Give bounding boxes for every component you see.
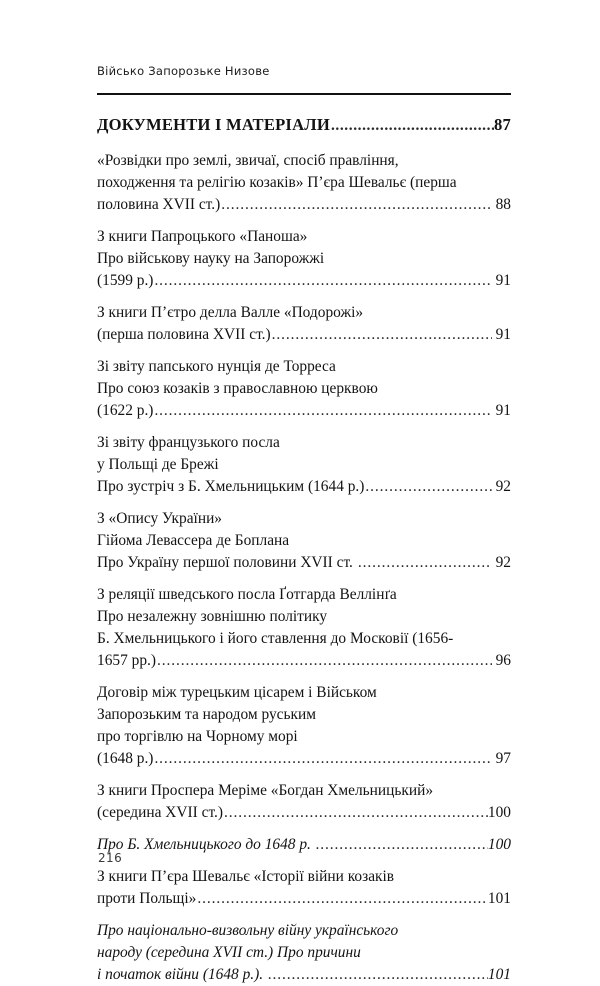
toc-entry-line bbox=[97, 530, 511, 552]
dot-leader bbox=[221, 194, 491, 216]
toc-entry-text: З книги Проспера Меріме «Богдан Хмельницький» bbox=[97, 782, 434, 799]
toc-entry-line bbox=[97, 248, 511, 270]
toc-entry-line-with-leader bbox=[97, 650, 511, 672]
toc-entry-line-with-leader bbox=[97, 748, 511, 770]
toc-entry-text: народу (середина XVII ст.) Про причини bbox=[97, 944, 361, 961]
toc-entry-line-with-leader bbox=[97, 888, 511, 910]
dot-leader bbox=[224, 802, 488, 824]
toc-page-number: 96 bbox=[495, 652, 511, 669]
toc-entry-line bbox=[97, 866, 511, 888]
toc-entry-line bbox=[97, 172, 511, 194]
toc-entry-line-with-leader bbox=[97, 270, 511, 292]
toc-entry-line bbox=[97, 682, 511, 704]
toc-entry-text: Про Б. Хмельницького до 1648 р. bbox=[97, 836, 311, 853]
toc-entry-line bbox=[97, 150, 511, 172]
toc-entry-text: (1622 р.) bbox=[97, 402, 154, 419]
dot-leader bbox=[316, 834, 488, 856]
toc-entry-line-with-leader bbox=[97, 400, 511, 422]
dot-leader bbox=[358, 552, 492, 574]
toc-entry-line bbox=[97, 584, 511, 606]
toc-entry-line bbox=[97, 508, 511, 530]
toc-entry-text: Зі звіту французького посла bbox=[97, 434, 280, 451]
toc-entry-line-with-leader bbox=[97, 476, 511, 498]
toc-entry-text: походження та релігію козаків» П’єра Шевальє (перша bbox=[97, 174, 457, 191]
toc-entry[interactable] bbox=[97, 226, 511, 292]
toc-entry-line-with-leader bbox=[97, 552, 511, 574]
toc-entry[interactable] bbox=[97, 834, 511, 856]
toc-entry-line-with-leader bbox=[97, 802, 511, 824]
toc-entry-line bbox=[97, 356, 511, 378]
toc-entry-line bbox=[97, 704, 511, 726]
dot-leader bbox=[272, 324, 492, 346]
toc-entry-line bbox=[97, 920, 511, 942]
dot-leader bbox=[157, 650, 492, 672]
toc-entry-line-with-leader bbox=[97, 324, 511, 346]
toc-page-number: 101 bbox=[487, 890, 511, 907]
toc-entry-line-with-leader bbox=[97, 964, 511, 986]
toc-entry-line bbox=[97, 432, 511, 454]
toc-entry-text: проти Польщі» bbox=[97, 890, 197, 907]
toc-entry-line bbox=[97, 606, 511, 628]
toc-page-number: 101 bbox=[487, 966, 511, 983]
toc-entry-text: З реляції шведського посла Ґотгарда Веллінґа bbox=[97, 586, 397, 603]
toc-entry-text: (перша половина XVII ст.) bbox=[97, 326, 271, 343]
toc-page-number: 91 bbox=[495, 272, 511, 289]
toc-entry-text: Б. Хмельницького і його ставлення до Московії (1656- bbox=[97, 630, 454, 647]
toc-entry-line bbox=[97, 378, 511, 400]
toc-entry-line bbox=[97, 942, 511, 964]
toc-entry-text: (1648 р.) bbox=[97, 750, 154, 767]
toc-entry-text: Гійома Левассера де Боплана bbox=[97, 532, 290, 549]
running-header-title: Військо Запорозьке Низове bbox=[97, 64, 270, 78]
header-divider-rule bbox=[97, 93, 511, 95]
toc-entry-text: «Розвідки про землі, звичаї, спосіб правління, bbox=[97, 152, 399, 169]
dot-leader bbox=[268, 964, 488, 986]
toc-entry-text: (середина XVII ст.) bbox=[97, 804, 223, 821]
toc-entry[interactable] bbox=[97, 584, 511, 672]
toc-entry-line bbox=[97, 780, 511, 802]
toc-entry[interactable] bbox=[97, 150, 511, 216]
toc-entry-line-with-leader bbox=[97, 834, 511, 856]
toc-entry-text: Зі звіту папського нунція де Торреса bbox=[97, 358, 336, 375]
dot-leader bbox=[154, 270, 491, 292]
toc-entry[interactable] bbox=[97, 920, 511, 986]
toc-entry-text: (1599 р.) bbox=[97, 272, 154, 289]
toc-page-number: 100 bbox=[487, 836, 511, 853]
toc-entry-text: Про військову науку на Запорожжі bbox=[97, 250, 325, 267]
dot-leader bbox=[331, 114, 494, 138]
toc-entry[interactable] bbox=[97, 432, 511, 498]
toc-entry-text: З книги П’єра Шевальє «Історії війни козаків bbox=[97, 868, 395, 885]
toc-entry-text: половина XVII ст.) bbox=[97, 196, 221, 213]
toc-entry-line-with-leader bbox=[97, 194, 511, 216]
toc-entry-text: З книги Папроцького «Паноша» bbox=[97, 228, 308, 245]
page-number: 216 bbox=[98, 851, 123, 865]
toc-page-number: 91 bbox=[495, 402, 511, 419]
toc-entry-text: Про незалежну зовнішню політику bbox=[97, 608, 328, 625]
toc-entry-text: З «Опису України» bbox=[97, 510, 223, 527]
toc-page-number: 92 bbox=[495, 554, 511, 571]
dot-leader bbox=[154, 748, 491, 770]
toc-entry[interactable] bbox=[97, 356, 511, 422]
toc-entry-text: Про Україну першої половини XVII ст. bbox=[97, 554, 353, 571]
toc-entry[interactable] bbox=[97, 302, 511, 346]
dot-leader bbox=[197, 888, 488, 910]
toc-page-number: 92 bbox=[495, 478, 511, 495]
toc-page-number: 100 bbox=[487, 804, 511, 821]
toc-entry-text: Договір між турецьким цісарем і Військом bbox=[97, 684, 377, 701]
toc-entry-text: 1657 рр.) bbox=[97, 652, 156, 669]
toc-entry[interactable] bbox=[97, 780, 511, 824]
running-header bbox=[97, 64, 511, 78]
toc-entry[interactable] bbox=[97, 866, 511, 910]
toc-entry-text: у Польщі де Брежі bbox=[97, 456, 219, 473]
toc-page-number: 87 bbox=[494, 115, 511, 134]
toc-entry-line bbox=[97, 302, 511, 324]
toc-entry-text: ДОКУМЕНТИ І МАТЕРІАЛИ bbox=[97, 115, 330, 134]
toc-entry-line bbox=[97, 726, 511, 748]
toc-page-number: 88 bbox=[495, 196, 511, 213]
toc-entry-text: Про національно-визвольну війну українського bbox=[97, 922, 399, 939]
toc-entry-text: і початок війни (1648 р.). bbox=[97, 966, 264, 983]
toc-entry-text: Запорозьким та народом руським bbox=[97, 706, 316, 723]
dot-leader bbox=[365, 476, 491, 498]
toc-section-heading[interactable] bbox=[97, 113, 511, 138]
toc-entry-text: Про союз козаків з православною церквою bbox=[97, 380, 378, 397]
toc-entry-line-with-leader bbox=[97, 113, 511, 138]
toc-entry-text: Про зустріч з Б. Хмельницьким (1644 р.) bbox=[97, 478, 365, 495]
toc-page-number: 97 bbox=[495, 750, 511, 767]
toc-page-number: 91 bbox=[495, 326, 511, 343]
dot-leader bbox=[154, 400, 491, 422]
toc-entry-line bbox=[97, 454, 511, 476]
toc-entry[interactable] bbox=[97, 508, 511, 574]
toc-entry-text: про торгівлю на Чорному морі bbox=[97, 728, 298, 745]
toc-entry-text: З книги П’єтро делла Валле «Подорожі» bbox=[97, 304, 364, 321]
toc-entry-line bbox=[97, 226, 511, 248]
table-of-contents bbox=[97, 113, 511, 986]
toc-entry[interactable] bbox=[97, 682, 511, 770]
toc-entry-line bbox=[97, 628, 511, 650]
